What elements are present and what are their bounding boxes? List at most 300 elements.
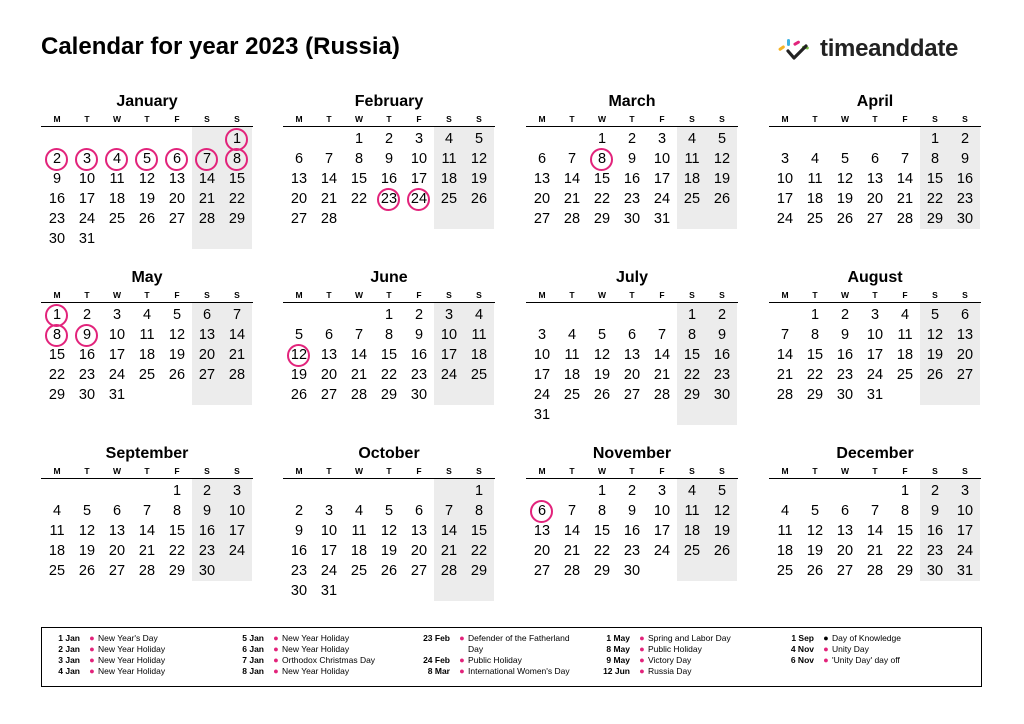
weekday-label: M xyxy=(781,114,789,124)
header-divider xyxy=(41,126,253,127)
legend-item xyxy=(780,644,901,655)
legend-date: 7 Jan xyxy=(242,655,264,665)
weekday-label: T xyxy=(812,466,818,476)
weekday-label: W xyxy=(354,290,364,300)
day-cell: 6 xyxy=(202,307,212,323)
day-cell: 7 xyxy=(567,151,577,167)
month-august xyxy=(769,269,981,439)
day-cell: 31 xyxy=(533,407,551,423)
day-cell: 1 xyxy=(597,131,607,147)
day-cell: 4 xyxy=(474,307,484,323)
day-cell: 18 xyxy=(683,523,701,539)
month-december xyxy=(769,445,981,615)
legend-text: Public Holiday xyxy=(648,644,702,654)
day-cell: 25 xyxy=(563,387,581,403)
day-cell: 30 xyxy=(48,231,66,247)
day-cell: 1 xyxy=(810,307,820,323)
weekday-label: T xyxy=(629,466,635,476)
day-cell: 3 xyxy=(960,483,970,499)
weekday-label: M xyxy=(53,114,61,124)
day-cell: 22 xyxy=(683,367,701,383)
day-cell: 17 xyxy=(533,367,551,383)
day-cell: 10 xyxy=(776,171,794,187)
day-cell: 8 xyxy=(930,151,940,167)
day-cell: 31 xyxy=(78,231,96,247)
day-cell: 5 xyxy=(474,131,484,147)
day-cell: 3 xyxy=(870,307,880,323)
weekday-header xyxy=(283,466,495,478)
day-cell: 30 xyxy=(623,563,641,579)
day-cell: 3 xyxy=(537,327,547,343)
legend-dot-icon: ● xyxy=(273,644,279,654)
weekday-header xyxy=(769,290,981,302)
legend-dot-icon: ● xyxy=(89,655,95,665)
day-cell: 30 xyxy=(713,387,731,403)
day-cell: 6 xyxy=(537,503,547,519)
day-cell: 28 xyxy=(896,211,914,227)
legend-item xyxy=(230,633,375,644)
weekday-label: W xyxy=(112,114,122,124)
day-cell: 1 xyxy=(930,131,940,147)
day-cell: 19 xyxy=(168,347,186,363)
weekday-label: S xyxy=(204,114,210,124)
weekday-header xyxy=(526,114,738,126)
day-cell: 25 xyxy=(350,563,368,579)
day-cell: 8 xyxy=(597,503,607,519)
day-cell: 19 xyxy=(926,347,944,363)
day-cell: 7 xyxy=(657,327,667,343)
day-cell: 19 xyxy=(593,367,611,383)
day-cell: 18 xyxy=(683,171,701,187)
legend-item xyxy=(412,633,570,644)
weekday-label: F xyxy=(659,466,665,476)
day-cell: 29 xyxy=(380,387,398,403)
weekday-label: F xyxy=(416,466,422,476)
day-cell: 7 xyxy=(567,503,577,519)
month-name: November xyxy=(592,445,672,462)
day-cell: 1 xyxy=(687,307,697,323)
day-cell: 13 xyxy=(108,523,126,539)
day-cell: 22 xyxy=(593,191,611,207)
day-cell: 29 xyxy=(896,563,914,579)
day-cell: 4 xyxy=(567,327,577,343)
day-cell: 21 xyxy=(320,191,338,207)
weekday-label: F xyxy=(416,290,422,300)
day-cell: 19 xyxy=(290,367,308,383)
day-cell: 14 xyxy=(228,327,246,343)
day-cell: 11 xyxy=(471,327,487,343)
weekday-label: F xyxy=(659,114,665,124)
month-name: April xyxy=(856,93,894,110)
weekday-label: S xyxy=(962,466,968,476)
weekday-label: F xyxy=(174,114,180,124)
day-cell: 24 xyxy=(653,191,671,207)
day-cell: 30 xyxy=(926,563,944,579)
day-cell: 25 xyxy=(108,211,126,227)
day-cell: 2 xyxy=(294,503,304,519)
day-cell: 28 xyxy=(350,387,368,403)
day-cell: 12 xyxy=(713,503,731,519)
day-cell: 16 xyxy=(713,347,731,363)
weekday-label: T xyxy=(326,466,332,476)
legend-column xyxy=(230,633,375,677)
day-cell: 16 xyxy=(623,523,641,539)
day-cell: 26 xyxy=(836,211,854,227)
month-may xyxy=(41,269,253,439)
day-cell: 28 xyxy=(228,367,246,383)
header-divider xyxy=(41,302,253,303)
day-cell: 20 xyxy=(533,543,551,559)
legend-dot-icon: ● xyxy=(459,666,465,676)
weekday-header xyxy=(41,466,253,478)
day-cell: 14 xyxy=(138,523,156,539)
weekday-label: T xyxy=(386,114,392,124)
weekday-label: F xyxy=(174,290,180,300)
month-november xyxy=(526,445,738,615)
month-name: February xyxy=(354,93,424,110)
day-cell: 27 xyxy=(290,211,308,227)
day-cell: 11 xyxy=(49,523,65,539)
legend-date: 23 Feb xyxy=(423,633,450,643)
day-cell: 21 xyxy=(563,191,581,207)
day-cell: 30 xyxy=(78,387,96,403)
day-cell: 13 xyxy=(533,523,551,539)
month-name: June xyxy=(370,269,408,286)
day-cell: 16 xyxy=(926,523,944,539)
day-cell: 24 xyxy=(78,211,96,227)
legend-date: 3 Jan xyxy=(58,655,80,665)
day-cell: 21 xyxy=(896,191,914,207)
day-cell: 10 xyxy=(108,327,126,343)
day-cell: 14 xyxy=(563,171,581,187)
day-cell: 20 xyxy=(198,347,216,363)
day-cell: 4 xyxy=(687,131,697,147)
header-divider xyxy=(283,302,495,303)
legend-date: 5 Jan xyxy=(242,633,264,643)
day-cell: 12 xyxy=(290,347,308,363)
day-cell: 25 xyxy=(138,367,156,383)
legend-item xyxy=(230,666,375,677)
day-cell: 17 xyxy=(440,347,458,363)
day-cell: 15 xyxy=(168,523,186,539)
day-cell: 24 xyxy=(776,211,794,227)
legend-item xyxy=(780,655,901,666)
day-cell: 28 xyxy=(776,387,794,403)
day-cell: 24 xyxy=(440,367,458,383)
day-cell: 5 xyxy=(717,131,727,147)
weekday-header xyxy=(526,466,738,478)
day-cell: 19 xyxy=(470,171,488,187)
month-july xyxy=(526,269,738,439)
weekday-label: F xyxy=(659,290,665,300)
day-cell: 14 xyxy=(896,171,914,187)
day-cell: 9 xyxy=(294,523,304,539)
day-cell: 11 xyxy=(351,523,367,539)
day-cell: 10 xyxy=(653,151,671,167)
day-cell: 7 xyxy=(870,503,880,519)
day-cell: 2 xyxy=(840,307,850,323)
header-divider xyxy=(283,126,495,127)
day-cell: 16 xyxy=(198,523,216,539)
legend-column xyxy=(412,633,570,677)
weekday-label: T xyxy=(812,114,818,124)
weekday-label: W xyxy=(840,290,850,300)
weekday-label: S xyxy=(234,466,240,476)
day-cell: 26 xyxy=(713,191,731,207)
legend-text: Russia Day xyxy=(648,666,692,676)
holiday-legend xyxy=(41,627,982,687)
day-cell: 3 xyxy=(112,307,122,323)
weekday-label: T xyxy=(326,290,332,300)
day-cell: 19 xyxy=(138,191,156,207)
day-cell: 2 xyxy=(930,483,940,499)
day-cell: 11 xyxy=(897,327,913,343)
weekday-label: S xyxy=(234,290,240,300)
day-cell: 23 xyxy=(48,211,66,227)
day-cell: 10 xyxy=(320,523,338,539)
day-cell: 11 xyxy=(684,151,700,167)
month-name: January xyxy=(116,93,178,110)
logo-text-tail: date xyxy=(909,35,959,62)
day-cell: 17 xyxy=(410,171,428,187)
day-cell: 12 xyxy=(806,523,824,539)
day-cell: 21 xyxy=(440,543,458,559)
weekday-label: T xyxy=(812,290,818,300)
weekday-label: W xyxy=(354,466,364,476)
legend-text: New Year's Day xyxy=(98,633,158,643)
legend-date: 1 May xyxy=(606,633,630,643)
day-cell: 13 xyxy=(320,347,338,363)
day-cell: 5 xyxy=(717,483,727,499)
day-cell: 13 xyxy=(290,171,308,187)
day-cell: 28 xyxy=(198,211,216,227)
day-cell: 23 xyxy=(78,367,96,383)
weekday-label: T xyxy=(569,290,575,300)
day-cell: 19 xyxy=(836,191,854,207)
legend-item xyxy=(596,655,731,666)
day-cell: 29 xyxy=(470,563,488,579)
weekday-label: T xyxy=(569,114,575,124)
legend-text: New Year Holiday xyxy=(282,666,350,676)
day-cell: 13 xyxy=(533,171,551,187)
day-cell: 16 xyxy=(623,171,641,187)
day-cell: 30 xyxy=(410,387,428,403)
weekday-label: T xyxy=(84,114,90,124)
legend-dot-icon: ● xyxy=(639,633,645,643)
day-cell: 13 xyxy=(168,171,186,187)
day-cell: 18 xyxy=(563,367,581,383)
day-cell: 24 xyxy=(108,367,126,383)
day-cell: 1 xyxy=(597,483,607,499)
day-cell: 9 xyxy=(717,327,727,343)
day-cell: 5 xyxy=(840,151,850,167)
day-cell: 23 xyxy=(956,191,974,207)
day-cell: 5 xyxy=(294,327,304,343)
legend-text: Unity Day xyxy=(832,644,869,654)
day-cell: 29 xyxy=(683,387,701,403)
legend-text: Orthodox Christmas Day xyxy=(282,655,376,665)
weekday-label: M xyxy=(538,290,546,300)
day-cell: 3 xyxy=(444,307,454,323)
header-divider xyxy=(526,478,738,479)
day-cell: 28 xyxy=(320,211,338,227)
legend-date: 6 Jan xyxy=(242,644,264,654)
weekday-label: W xyxy=(597,290,607,300)
weekday-label: M xyxy=(295,290,303,300)
day-cell: 2 xyxy=(960,131,970,147)
legend-item xyxy=(46,644,165,655)
day-cell: 24 xyxy=(653,543,671,559)
weekday-label: S xyxy=(932,466,938,476)
day-cell: 25 xyxy=(896,367,914,383)
day-cell: 4 xyxy=(142,307,152,323)
day-cell: 28 xyxy=(440,563,458,579)
day-cell: 20 xyxy=(410,543,428,559)
legend-dot-icon: ● xyxy=(459,633,465,643)
day-cell: 9 xyxy=(840,327,850,343)
day-cell: 20 xyxy=(320,367,338,383)
day-cell: 22 xyxy=(48,367,66,383)
day-cell: 7 xyxy=(780,327,790,343)
day-cell: 18 xyxy=(896,347,914,363)
day-cell: 9 xyxy=(930,503,940,519)
day-cell: 27 xyxy=(108,563,126,579)
day-cell: 4 xyxy=(780,503,790,519)
day-cell: 31 xyxy=(653,211,671,227)
legend-date: 2 Jan xyxy=(58,644,80,654)
day-cell: 17 xyxy=(78,191,96,207)
day-cell: 4 xyxy=(354,503,364,519)
legend-item xyxy=(412,655,570,666)
legend-text: New Year Holiday xyxy=(282,644,350,654)
day-cell: 8 xyxy=(52,327,62,343)
legend-text: Public Holiday xyxy=(468,655,522,665)
day-cell: 2 xyxy=(384,131,394,147)
day-cell: 6 xyxy=(627,327,637,343)
day-cell: 14 xyxy=(653,347,671,363)
legend-text: Day of Knowledge xyxy=(832,633,901,643)
weekday-label: M xyxy=(538,466,546,476)
day-cell: 20 xyxy=(956,347,974,363)
day-cell: 11 xyxy=(441,151,457,167)
day-cell: 24 xyxy=(956,543,974,559)
month-october xyxy=(283,445,495,615)
header-divider xyxy=(769,478,981,479)
legend-date: 9 May xyxy=(606,655,630,665)
day-cell: 9 xyxy=(384,151,394,167)
day-cell: 2 xyxy=(627,131,637,147)
day-cell: 23 xyxy=(198,543,216,559)
day-cell: 4 xyxy=(900,307,910,323)
day-cell: 16 xyxy=(48,191,66,207)
day-cell: 25 xyxy=(776,563,794,579)
day-cell: 10 xyxy=(78,171,96,187)
legend-item xyxy=(412,666,570,677)
month-name: March xyxy=(608,93,656,110)
day-cell: 28 xyxy=(563,211,581,227)
day-cell: 17 xyxy=(228,523,246,539)
day-cell: 20 xyxy=(168,191,186,207)
page-title: Calendar for year 2023 (Russia) xyxy=(41,33,400,60)
day-cell: 10 xyxy=(653,503,671,519)
legend-dot-icon: ● xyxy=(273,666,279,676)
day-cell: 10 xyxy=(228,503,246,519)
weekday-label: W xyxy=(354,114,364,124)
day-cell: 15 xyxy=(593,523,611,539)
logo-text-main: timeand xyxy=(820,35,910,62)
day-cell: 6 xyxy=(324,327,334,343)
month-name: September xyxy=(105,445,189,462)
legend-date xyxy=(412,644,456,655)
weekday-label: W xyxy=(840,466,850,476)
month-june xyxy=(283,269,495,439)
legend-dot-icon: ● xyxy=(459,655,465,665)
day-cell: 13 xyxy=(956,327,974,343)
day-cell: 9 xyxy=(202,503,212,519)
day-cell: 3 xyxy=(232,483,242,499)
day-cell: 27 xyxy=(956,367,974,383)
day-cell: 27 xyxy=(623,387,641,403)
weekday-label: M xyxy=(295,114,303,124)
weekday-label: M xyxy=(781,290,789,300)
weekday-label: S xyxy=(204,466,210,476)
legend-item xyxy=(780,633,901,644)
day-cell: 28 xyxy=(653,387,671,403)
weekday-header xyxy=(769,114,981,126)
day-cell: 4 xyxy=(444,131,454,147)
legend-column xyxy=(46,633,165,677)
day-cell: 3 xyxy=(780,151,790,167)
header-divider xyxy=(769,126,981,127)
header-divider xyxy=(283,478,495,479)
legend-item xyxy=(46,633,165,644)
day-cell: 21 xyxy=(653,367,671,383)
day-cell: 25 xyxy=(683,543,701,559)
day-cell: 3 xyxy=(414,131,424,147)
day-cell: 16 xyxy=(290,543,308,559)
day-cell: 9 xyxy=(414,327,424,343)
day-cell: 10 xyxy=(956,503,974,519)
legend-dot-icon: ● xyxy=(639,655,645,665)
legend-text: New Year Holiday xyxy=(98,666,166,676)
day-cell: 8 xyxy=(232,151,242,167)
day-cell: 22 xyxy=(168,543,186,559)
weekday-label: F xyxy=(416,114,422,124)
day-cell: 16 xyxy=(836,347,854,363)
logo-text xyxy=(820,35,958,63)
day-cell: 19 xyxy=(713,523,731,539)
day-cell: 8 xyxy=(474,503,484,519)
day-cell: 27 xyxy=(533,211,551,227)
day-cell: 19 xyxy=(78,543,96,559)
day-cell: 14 xyxy=(320,171,338,187)
day-cell: 12 xyxy=(380,523,398,539)
weekday-label: S xyxy=(932,114,938,124)
day-cell: 29 xyxy=(228,211,246,227)
day-cell: 19 xyxy=(713,171,731,187)
day-cell: 17 xyxy=(956,523,974,539)
day-cell: 8 xyxy=(810,327,820,343)
weekday-label: F xyxy=(174,466,180,476)
day-cell: 3 xyxy=(82,151,92,167)
day-cell: 25 xyxy=(470,367,488,383)
day-cell: 22 xyxy=(228,191,246,207)
day-cell: 8 xyxy=(597,151,607,167)
legend-item xyxy=(46,666,165,677)
day-cell: 25 xyxy=(683,191,701,207)
day-cell: 15 xyxy=(470,523,488,539)
day-cell: 15 xyxy=(380,347,398,363)
